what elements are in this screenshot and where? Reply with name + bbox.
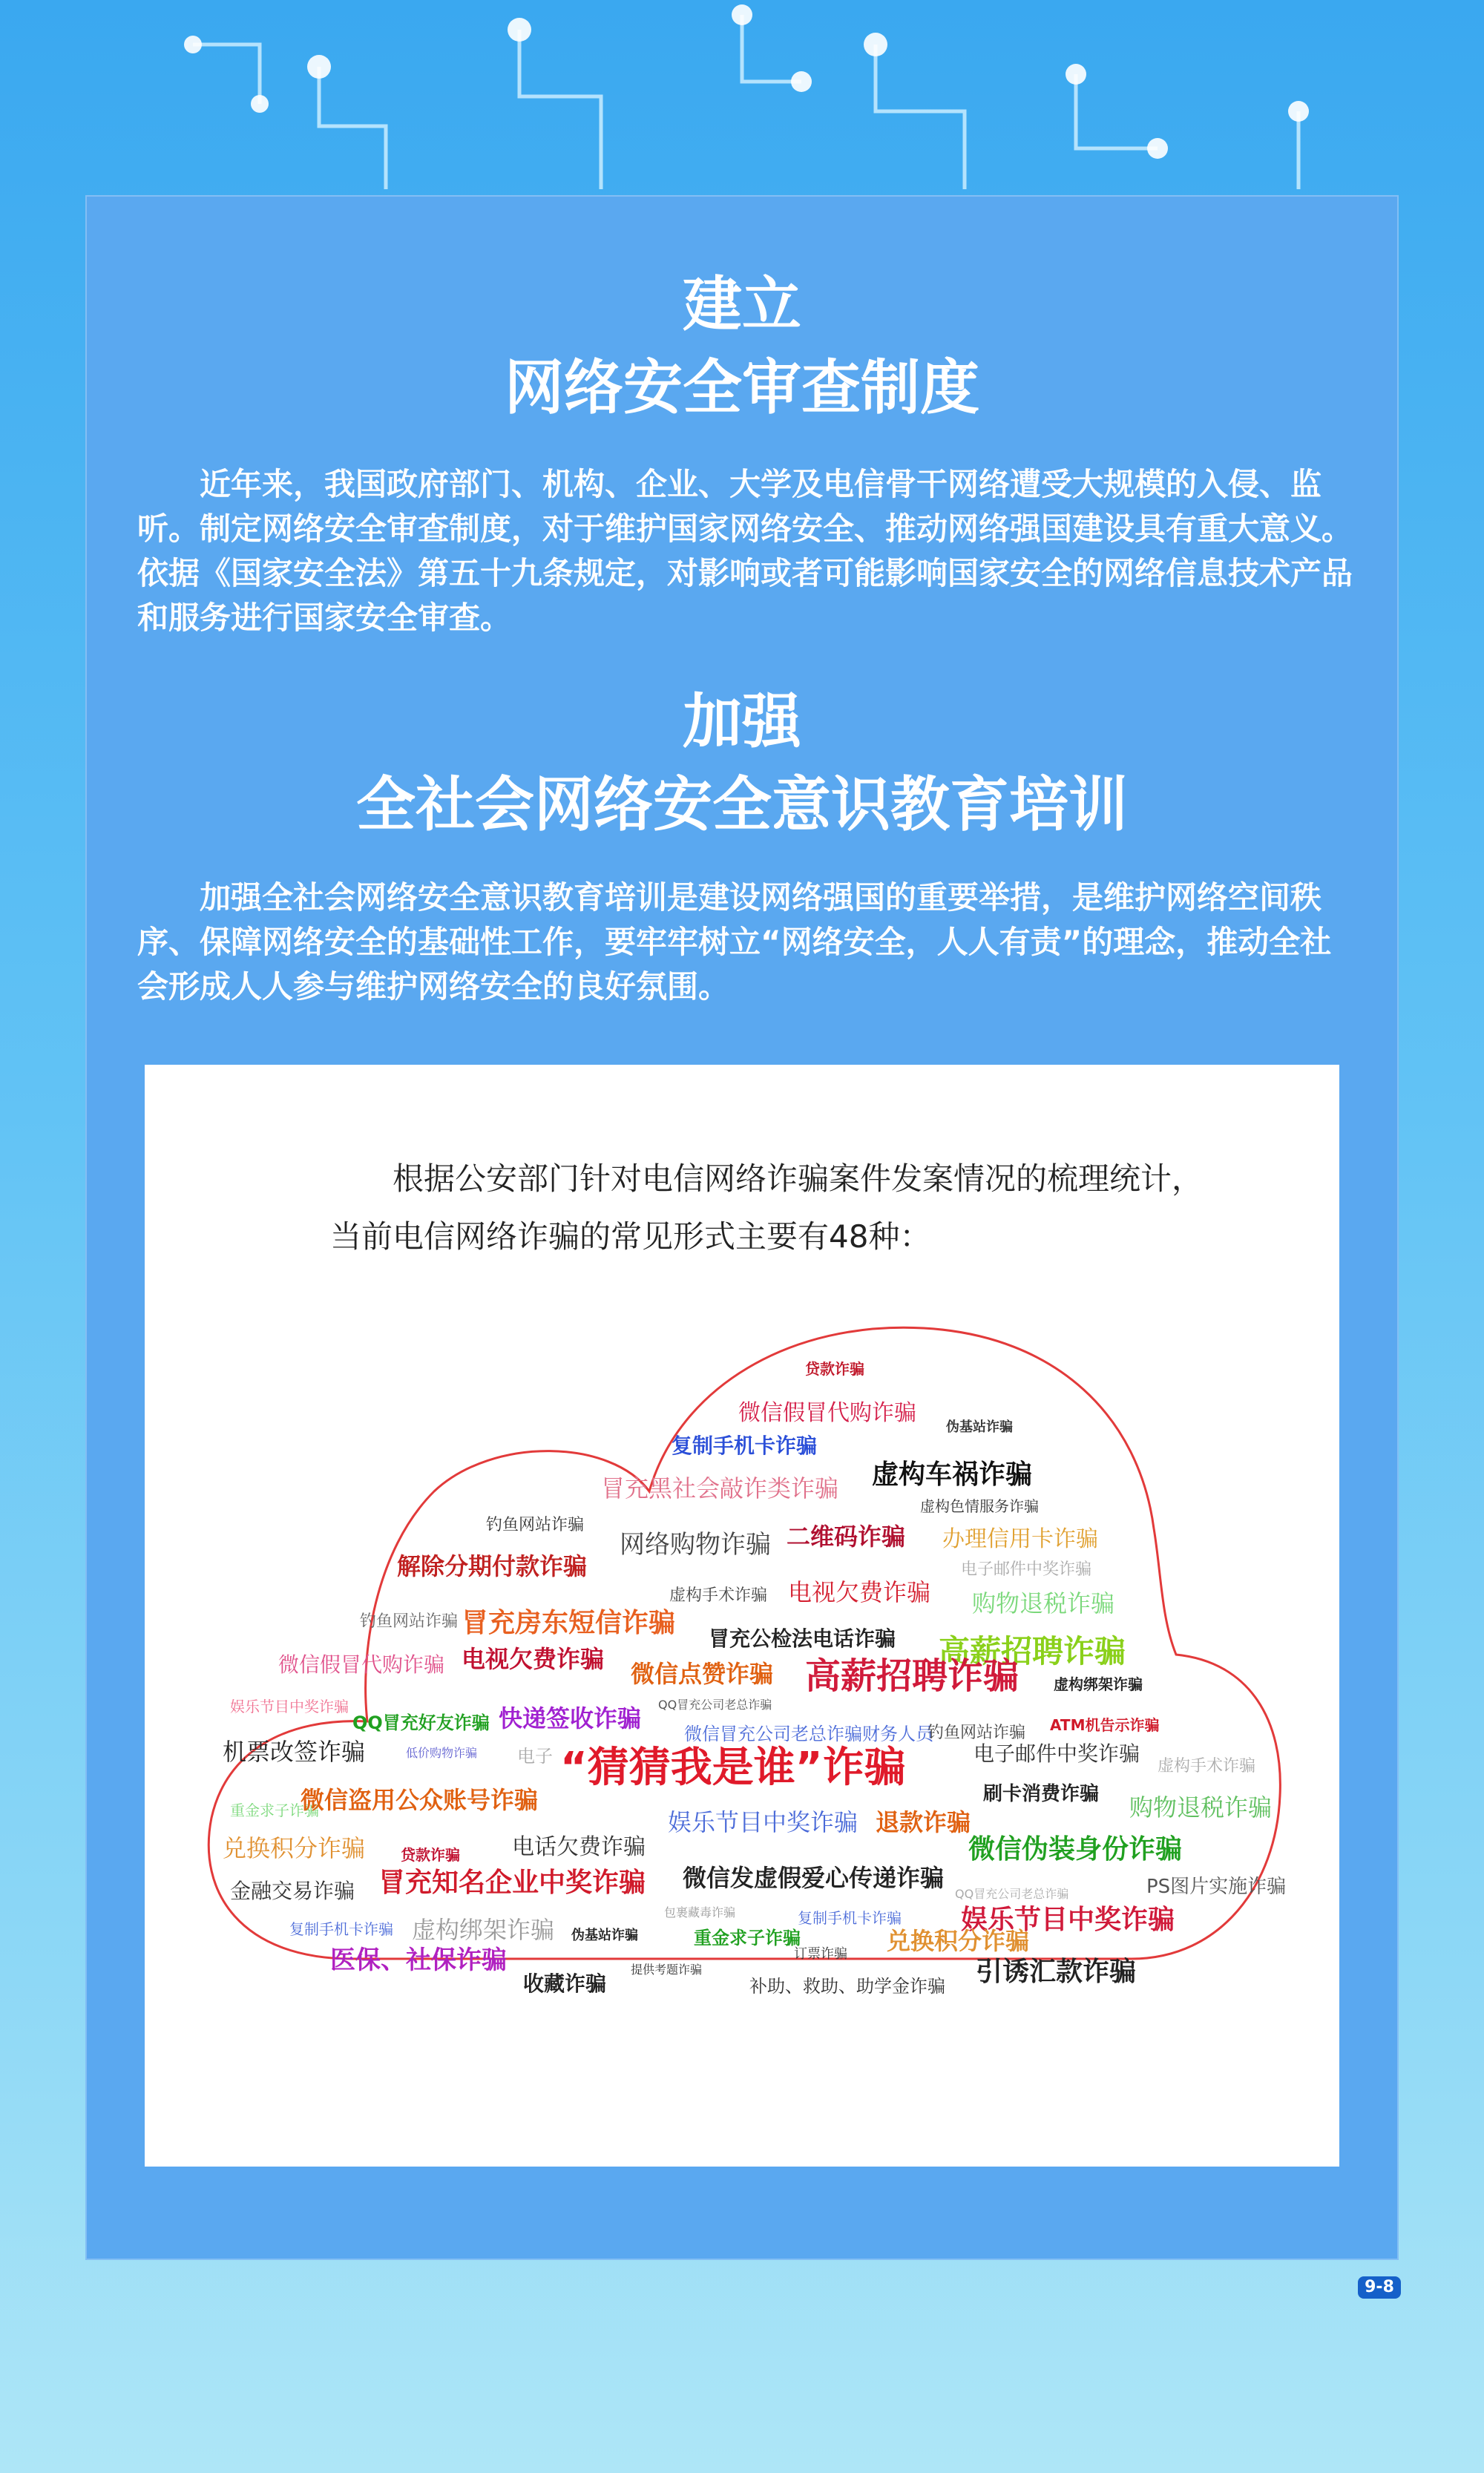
wc-word: 兑换积分诈骗 [887,1927,1030,1955]
wc-word: 伪基站诈骗 [571,1928,638,1943]
wc-word: 冒充房东短信诈骗 [462,1608,676,1638]
wc-word: QQ冒充公司老总诈骗 [955,1887,1069,1901]
wc-word: 引诱汇款诈骗 [976,1957,1137,1987]
wc-word: 机票改签诈骗 [223,1738,366,1766]
wc-word: “猜猜我是谁”诈骗 [560,1744,906,1792]
wc-word: 网络购物诈骗 [620,1530,771,1560]
wc-word: 购物退税诈骗 [1129,1793,1273,1822]
wc-word: 二维码诈骗 [787,1523,906,1551]
wc-word: 钓鱼网站诈骗 [928,1724,1026,1742]
wc-word: 电视欠费诈骗 [788,1578,931,1606]
wc-word: 复制手机卡诈骗 [798,1909,902,1927]
wc-word: 冒充知名企业中奖诈骗 [378,1868,646,1898]
section1-title-line1: 建立 [683,270,801,339]
wc-word: PS图片实施诈骗 [1146,1876,1287,1898]
wc-word: 钓鱼网站诈骗 [486,1516,585,1534]
wc-word: 钓鱼网站诈骗 [360,1612,459,1631]
wc-word: 娱乐节目中奖诈骗 [668,1808,858,1836]
wc-word: 娱乐节目中奖诈骗 [230,1698,349,1715]
wc-word: 虚构色情服务诈骗 [920,1497,1039,1515]
section1-paragraph: 近年来，我国政府部门、机构、企业、大学及电信骨干网络遭受大规模的入侵、监听。制定网络安全审查制度，对于维护国家网络安全、推动网络强国建设具有重大意义。依据《国家安全法》第五十九条规定，对影响或者可能影响国家安全的网络信息技术产品和服务进行国家安全审查。 [137,466,1353,636]
wc-word: 重金求子诈骗 [694,1928,801,1948]
wc-word: 虚构手术诈骗 [669,1586,768,1605]
wc-word: 兑换积分诈骗 [223,1834,366,1862]
wc-word: 微信点赞诈骗 [631,1660,774,1688]
wc-word: 收藏诈骗 [523,1971,607,1996]
wc-word: 高薪招聘诈骗 [805,1655,1020,1697]
wc-word: 虚构绑架诈骗 [1054,1675,1143,1693]
wordcloud-box [145,1065,1339,2167]
wc-word: 订票诈骗 [794,1946,847,1962]
wc-word: 娱乐节目中奖诈骗 [961,1905,1175,1935]
wc-word: 购物退税诈骗 [972,1589,1115,1618]
section1-title-line2: 网络安全审查制度 [505,353,979,422]
wc-word: 补助、救助、助学金诈骗 [749,1976,945,1997]
wc-word: 微信冒充公司老总诈骗财务人员 [684,1724,933,1744]
wc-word: 虚构车祸诈骗 [872,1459,1033,1490]
section2-title-line2: 全社会网络安全意识教育培训 [356,770,1128,839]
wc-word: QQ冒充公司老总诈骗 [658,1698,772,1712]
wc-word: 贷款诈骗 [805,1360,864,1378]
wc-word: 包裹藏毒诈骗 [664,1905,736,1919]
wc-word: 金融交易诈骗 [230,1879,355,1903]
wc-word: ATM机告示诈骗 [1050,1716,1160,1734]
wc-word: 退款诈骗 [876,1808,971,1836]
circuit-background [0,0,1484,223]
wordcloud-intro: 根据公安部门针对电信网络诈骗案件发案情况的梳理统计，当前电信网络诈骗的常见形式主要有48种： [330,1160,1204,1255]
wc-word: 电子邮件中奖诈骗 [961,1560,1092,1579]
wc-word: 冒充公检法电话诈骗 [709,1626,896,1651]
wc-word: 电视欠费诈骗 [462,1645,605,1673]
wc-word: 重金求子诈骗 [230,1802,319,1819]
wc-word: 微信发虚假爱心传递诈骗 [683,1864,945,1892]
wc-word: 刷卡消费诈骗 [983,1783,1100,1805]
wc-word: 微信盗用公众账号诈骗 [301,1786,539,1814]
wc-word: 微信伪装身份诈骗 [968,1834,1183,1865]
section2-title-line1: 加强 [683,687,801,756]
wc-word: 医保、社保诈骗 [330,1945,507,1975]
wc-word: 伪基站诈骗 [946,1419,1013,1435]
wc-word: 微信假冒代购诈骗 [738,1400,916,1426]
wc-word: 办理信用卡诈骗 [942,1526,1098,1552]
wc-word: 虚构手术诈骗 [1158,1757,1256,1776]
wc-word: 提供考题诈骗 [631,1963,703,1977]
wc-word: 冒充黑社会敲诈类诈骗 [601,1474,839,1502]
section2-paragraph: 加强全社会网络安全意识教育培训是建设网络强国的重要举措，是维护网络空间秩序、保障网络安全的基础性工作，要牢牢树立“网络安全，人人有责”的理念，推动全社会形成人人参与维护网络安全的良好氛围。 [137,879,1332,1005]
wc-word: 虚构绑架诈骗 [412,1916,555,1944]
wc-word: 快递签收诈骗 [499,1704,642,1733]
wc-word: 微信假冒代购诈骗 [278,1652,445,1677]
wc-word: 解除分期付款诈骗 [397,1552,588,1580]
wc-word: 复制手机卡诈骗 [672,1433,818,1458]
wc-word: 高薪招聘诈骗 [939,1633,1126,1669]
wc-word: QQ冒充好友诈骗 [352,1712,490,1733]
wc-word: 贷款诈骗 [401,1846,460,1864]
wc-word: 电话欠费诈骗 [512,1834,646,1860]
wc-word: 复制手机卡诈骗 [289,1920,393,1938]
wc-word: 电子 [517,1746,553,1767]
wc-word: 电子邮件中奖诈骗 [974,1741,1140,1766]
page-number: 9-8 [1358,2276,1401,2299]
wc-word: 低价购物诈骗 [406,1746,478,1760]
